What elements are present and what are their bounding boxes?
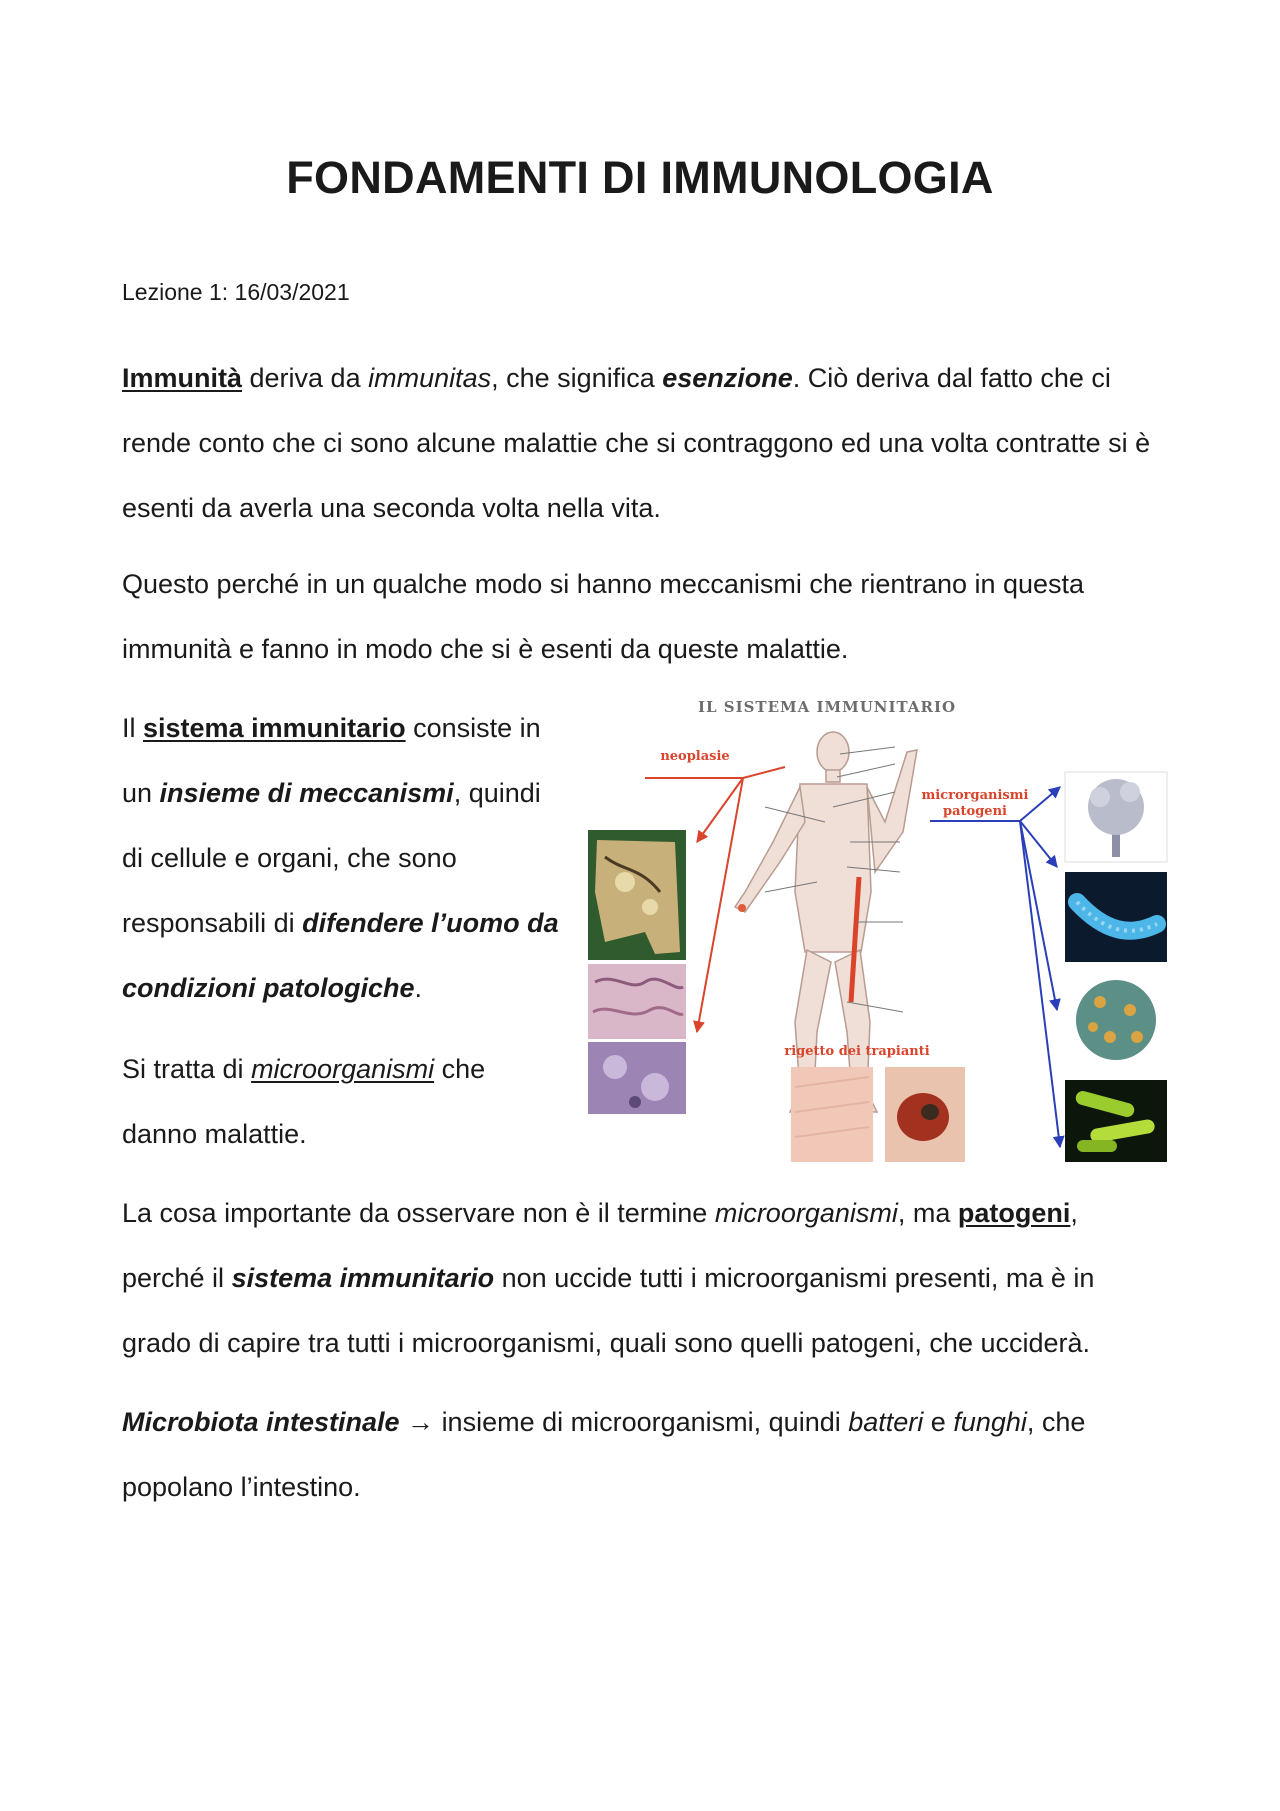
cell-dot: [738, 904, 746, 912]
lesson-date: Lezione 1: 16/03/2021: [122, 279, 350, 305]
term-funghi: funghi: [953, 1407, 1027, 1437]
document-title: FONDAMENTI DI IMMUNOLOGIA: [286, 152, 994, 203]
paragraph-questo: [122, 552, 1167, 682]
term-microorganismi-2: microorganismi: [714, 1198, 898, 1228]
label-patogeni: patogeni: [943, 804, 1007, 819]
text-span: consiste in un: [122, 713, 541, 808]
paragraph-sistema: [122, 696, 562, 1021]
microbe-image-fungus: [1065, 772, 1167, 862]
term-insieme-meccanismi: insieme di meccanismi: [159, 778, 454, 808]
text-span: , ma: [897, 1198, 958, 1228]
text-span: .: [414, 973, 423, 1003]
text-span: insieme di microorganismi, quindi: [441, 1407, 849, 1437]
term-patogeni: patogeni: [957, 1198, 1071, 1228]
term-microorganismi: microorganismi: [251, 1054, 435, 1084]
label-microrganismi: microrganismi: [921, 788, 1029, 803]
transplant-image-healthy: [791, 1067, 873, 1162]
neoplasie-arrow-body: [743, 767, 785, 778]
blue-arrow-3: [1020, 821, 1057, 1010]
immune-system-figure: [585, 692, 1170, 1167]
microbe-image-bacillus: [1065, 872, 1167, 962]
label-rigetto: rigetto dei trapianti: [784, 1044, 930, 1059]
paragraph-microorganismi: [122, 1037, 562, 1167]
term-microbiota: Microbiota intestinale: [122, 1407, 400, 1437]
tissue-image-histology-2: [588, 1042, 686, 1114]
term-immunita: Immunità: [122, 363, 243, 393]
text-span: . Ciò deriva dal fatto che ci rende conto che ci sono alcune malattie che si contraggono ed una volta contratte si è esenti da averla una seconda volta nella vita.: [122, 363, 1151, 523]
tissue-image-histology-1: [588, 964, 686, 1039]
text-span: La cosa importante da osservare non è il termine: [122, 1198, 715, 1228]
text-span: e: [923, 1407, 954, 1437]
term-esenzione: esenzione: [662, 363, 793, 393]
text-span: Si tratta di: [122, 1054, 252, 1084]
figure-title: IL SISTEMA IMMUNITARIO: [697, 698, 957, 716]
term-sistema-immunitario: sistema immunitario: [143, 713, 406, 743]
paragraph-microbiota: [122, 1390, 1167, 1520]
text-span: che danno malattie.: [122, 1054, 486, 1149]
term-difendere: difendere l’uomo da condizioni patologiche: [122, 908, 559, 1003]
text-span: , perché il: [122, 1198, 1078, 1293]
tissue-image-lung: [588, 830, 686, 960]
text-span: , che significa: [491, 363, 663, 393]
blue-arrow-4: [1020, 821, 1060, 1147]
microbe-image-bacteria: [1065, 1080, 1167, 1162]
neoplasie-arrow-up: [697, 778, 743, 842]
text-span: , che popolano l’intestino.: [122, 1407, 1086, 1502]
paragraph-patogeni: [122, 1181, 1167, 1376]
text-span: Il: [122, 713, 144, 743]
label-neoplasie: neoplasie: [660, 749, 730, 764]
text-span: Questo perché in un qualche modo si hanno meccanismi che rientrano in questa immunità e fanno in modo che si è esenti da queste malattie.: [122, 569, 1085, 664]
term-batteri: batteri: [848, 1407, 924, 1437]
arrow-right-icon: →: [399, 1407, 442, 1437]
term-sistema-immunitario-2: sistema immunitario: [231, 1263, 495, 1293]
paragraph-immunita: [122, 346, 1167, 541]
text-span: non uccide tutti i microorganismi presenti, ma è in grado di capire tra tutti i microorganismi, quali sono quelli patogeni, che ucciderà.: [122, 1263, 1095, 1358]
transplant-image-rejected: [885, 1067, 965, 1162]
text-span: , quindi di cellule e organi, che sono responsabili di: [122, 778, 541, 938]
term-immunitas: immunitas: [368, 363, 492, 393]
text-span: deriva da: [242, 363, 369, 393]
microbe-image-virus: [1065, 970, 1167, 1070]
